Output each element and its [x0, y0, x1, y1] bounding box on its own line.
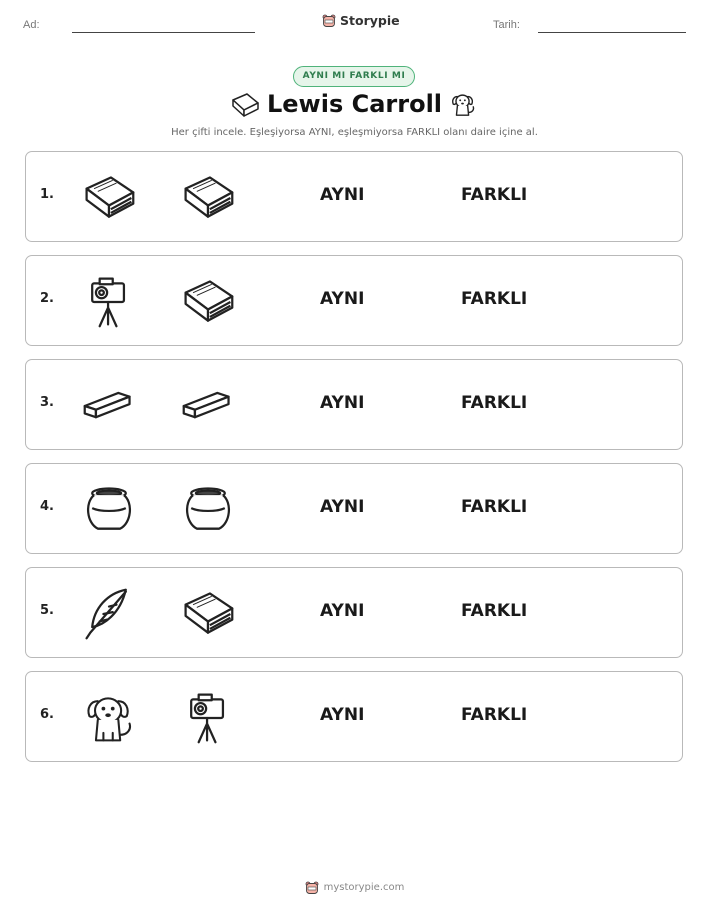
dog-icon	[449, 90, 477, 118]
dog-icon	[81, 690, 137, 746]
different-option[interactable]: FARKLI	[461, 185, 528, 205]
comparison-row	[25, 359, 683, 450]
comparison-row	[25, 463, 683, 554]
pot-icon	[180, 482, 236, 538]
camera-icon	[81, 274, 137, 330]
feather-icon	[81, 586, 137, 642]
same-option[interactable]: AYNI	[320, 705, 365, 725]
brand-logo	[322, 13, 400, 28]
eraser-icon	[180, 378, 236, 434]
row-number: 1.	[40, 187, 54, 202]
page-title: Lewis Carroll	[266, 90, 443, 118]
same-option[interactable]: AYNI	[320, 289, 365, 309]
same-option[interactable]: AYNI	[320, 497, 365, 517]
row-number: 3.	[40, 395, 54, 410]
instruction-text: Her çifti incele. Eşleşiyorsa AYNI, eşleşmiyorsa FARKLI olanı daire içine al.	[171, 127, 538, 138]
brand-name: Storypie	[340, 13, 400, 28]
comparison-row	[25, 151, 683, 242]
footer-url: mystorypie.com	[323, 882, 405, 893]
row-number: 5.	[40, 603, 54, 618]
book-icon	[180, 586, 236, 642]
same-option[interactable]: AYNI	[320, 601, 365, 621]
worksheet-type-badge: AYNI MI FARKLI MI	[293, 66, 415, 87]
name-label: Ad:	[23, 19, 40, 31]
same-option[interactable]: AYNI	[320, 393, 365, 413]
row-number: 6.	[40, 707, 54, 722]
name-line[interactable]	[72, 32, 255, 33]
different-option[interactable]: FARKLI	[461, 497, 528, 517]
comparison-row	[25, 671, 683, 762]
different-option[interactable]: FARKLI	[461, 289, 528, 309]
book-icon	[180, 274, 236, 330]
row-number: 4.	[40, 499, 54, 514]
comparison-row	[25, 255, 683, 346]
different-option[interactable]: FARKLI	[461, 601, 528, 621]
pot-icon	[81, 482, 137, 538]
row-number: 2.	[40, 291, 54, 306]
same-option[interactable]: AYNI	[320, 185, 365, 205]
different-option[interactable]: FARKLI	[461, 393, 528, 413]
book-icon	[180, 170, 236, 226]
eraser-icon	[81, 378, 137, 434]
different-option[interactable]: FARKLI	[461, 705, 528, 725]
storypie-icon	[305, 880, 319, 895]
storypie-icon	[322, 13, 336, 28]
date-line[interactable]	[538, 32, 686, 33]
book-icon	[81, 170, 137, 226]
camera-icon	[180, 690, 236, 746]
footer	[0, 880, 709, 895]
date-label: Tarih:	[493, 19, 520, 31]
comparison-row	[25, 567, 683, 658]
